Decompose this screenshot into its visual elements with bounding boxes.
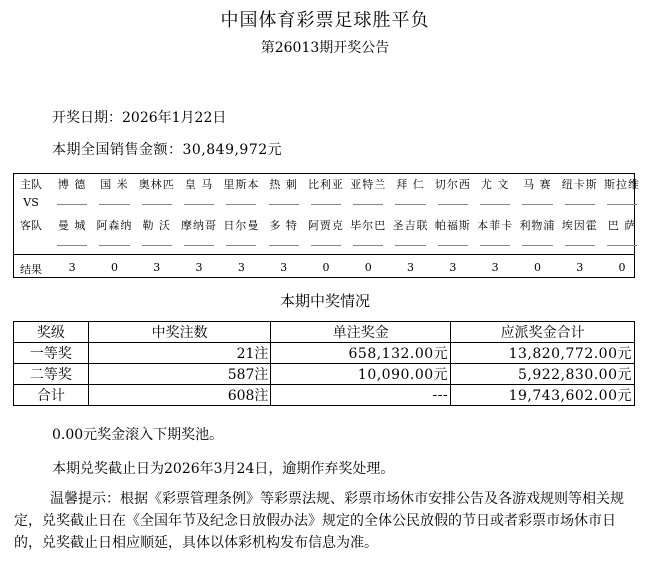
page-title: 中国体育彩票足球胜平负	[220, 10, 430, 31]
prize-level: 合计	[14, 385, 89, 406]
home-team: 斯拉维	[604, 178, 641, 191]
prize-count: 587注	[88, 364, 271, 385]
dash-divider	[184, 204, 214, 205]
home-team: 拜 仁	[396, 178, 425, 191]
match-column	[93, 174, 135, 277]
prize-table	[13, 321, 635, 406]
match-column	[305, 174, 347, 277]
match-result: 0	[364, 261, 372, 274]
dash-divider	[269, 245, 299, 246]
draw-date: 开奖日期：2026年1月22日	[52, 110, 227, 126]
match-result: 3	[68, 261, 76, 274]
dash-divider	[395, 204, 425, 205]
dash-divider	[311, 204, 341, 205]
rollover-note: 0.00元奖金滚入下期奖池。	[52, 427, 224, 443]
away-team: 摩纳哥	[181, 219, 218, 232]
match-column	[559, 174, 601, 277]
dash-divider	[57, 204, 87, 205]
home-team: 亚特兰	[350, 178, 387, 191]
dash-divider	[480, 204, 510, 205]
dash-divider	[565, 245, 595, 246]
home-team: 纽卡斯	[561, 178, 598, 191]
grid-label-column	[14, 174, 48, 277]
home-team: 马 赛	[523, 178, 552, 191]
deadline-note: 本期兑奖截止日为2026年3月24日，逾期作弃奖处理。	[52, 461, 395, 477]
match-result: 3	[576, 261, 584, 274]
home-team: 国 米	[100, 178, 129, 191]
match-result: 0	[322, 261, 330, 274]
dash-divider	[480, 245, 510, 246]
prize-row-first	[14, 343, 635, 364]
match-result: 3	[491, 261, 499, 274]
away-team: 巴 萨	[607, 219, 637, 232]
match-column	[601, 174, 643, 277]
home-team: 里斯本	[223, 178, 260, 191]
home-team: 博 德	[57, 178, 87, 191]
away-team: 利物浦	[519, 219, 556, 232]
match-column	[178, 174, 220, 277]
match-column	[389, 174, 431, 277]
home-team: 尤 文	[480, 178, 510, 191]
dash-divider	[311, 245, 341, 246]
header-unit: 单注奖金	[271, 322, 451, 343]
prize-total: 19,743,602.00元	[451, 385, 635, 406]
dash-divider	[607, 245, 637, 246]
match-result: 3	[195, 261, 203, 274]
sales-label: 本期全国销售金额：	[52, 142, 183, 158]
prize-heading: 本期中奖情况	[279, 292, 370, 310]
dash-divider	[522, 245, 552, 246]
vs-label: VS	[23, 196, 39, 209]
match-column	[347, 174, 389, 277]
result-label: 结果	[20, 263, 42, 276]
away-label: 客队	[20, 219, 42, 232]
match-column	[220, 174, 262, 277]
dash-divider	[607, 204, 637, 205]
dash-divider	[438, 245, 468, 246]
dash-divider	[226, 245, 256, 246]
match-column	[516, 174, 558, 277]
dash-divider	[353, 204, 383, 205]
match-result: 3	[280, 261, 288, 274]
prize-total: 5,922,830.00元	[451, 364, 635, 385]
prize-table-header	[14, 322, 635, 343]
header-count: 中奖注数	[88, 322, 271, 343]
away-team: 帕福斯	[434, 219, 471, 232]
away-team: 日尔曼	[223, 219, 260, 232]
match-result: 3	[153, 261, 161, 274]
prize-row-second	[14, 364, 635, 385]
away-team: 勒 沃	[142, 219, 171, 232]
prize-total: 13,820,772.00元	[451, 343, 635, 364]
dash-divider	[565, 204, 595, 205]
prize-count: 21注	[88, 343, 271, 364]
home-team: 皇 马	[184, 178, 214, 191]
home-team: 比利亚	[307, 178, 344, 191]
dash-divider	[142, 245, 172, 246]
home-team: 热 刺	[269, 178, 298, 191]
prize-unit: ---	[271, 385, 451, 406]
away-team: 阿森纳	[96, 219, 133, 232]
dash-divider	[438, 204, 468, 205]
match-result: 0	[110, 261, 118, 274]
dash-divider	[99, 245, 129, 246]
match-column	[474, 174, 516, 277]
home-label: 主队	[20, 178, 42, 191]
warm-notice: 温馨提示：根据《彩票管理条例》等彩票法规、彩票市场休市安排公告及各游戏规则等相关规定，兑奖截止日在《全国年节及纪念日放假办法》规定的全体公民放假的节日或者彩票市场休市日的，兑奖截止日相应顺延，具体以体彩机构发布信息为准。	[14, 491, 624, 551]
issue-title: 第26013期开奖公告	[260, 40, 390, 56]
prize-row-total	[14, 385, 635, 406]
match-column	[263, 174, 305, 277]
dash-divider	[142, 204, 172, 205]
match-column	[136, 174, 178, 277]
away-team: 曼 城	[57, 219, 87, 232]
prize-level: 二等奖	[14, 364, 89, 385]
dash-divider	[353, 245, 383, 246]
header-total: 应派奖金合计	[451, 322, 635, 343]
match-result: 3	[407, 261, 415, 274]
match-grid	[13, 173, 641, 278]
dash-divider	[99, 204, 129, 205]
dash-divider	[522, 204, 552, 205]
match-result: 3	[449, 261, 457, 274]
dash-divider	[269, 204, 299, 205]
away-team: 阿贾克	[307, 219, 344, 232]
dash-divider	[395, 245, 425, 246]
home-team: 奥林匹	[138, 178, 175, 191]
sales-amount-line	[52, 139, 282, 159]
dash-divider	[57, 245, 87, 246]
prize-unit: 10,090.00元	[271, 364, 451, 385]
match-result: 0	[618, 261, 626, 274]
dash-divider	[226, 204, 256, 205]
dash-divider	[184, 245, 214, 246]
match-result: 0	[533, 261, 541, 274]
header-level: 奖级	[14, 322, 89, 343]
sales-amount: 30,849,972元	[182, 142, 283, 158]
away-team: 多 特	[269, 219, 298, 232]
away-team: 圣吉联	[392, 219, 429, 232]
match-result: 3	[237, 261, 245, 274]
away-team: 本菲卡	[477, 219, 514, 232]
away-team: 埃因霍	[561, 219, 598, 232]
match-column	[51, 174, 93, 277]
prize-count: 608注	[88, 385, 271, 406]
away-team: 毕尔巴	[350, 219, 387, 232]
prize-unit: 658,132.00元	[271, 343, 451, 364]
home-team: 切尔西	[434, 178, 471, 191]
match-column	[432, 174, 474, 277]
prize-level: 一等奖	[14, 343, 89, 364]
